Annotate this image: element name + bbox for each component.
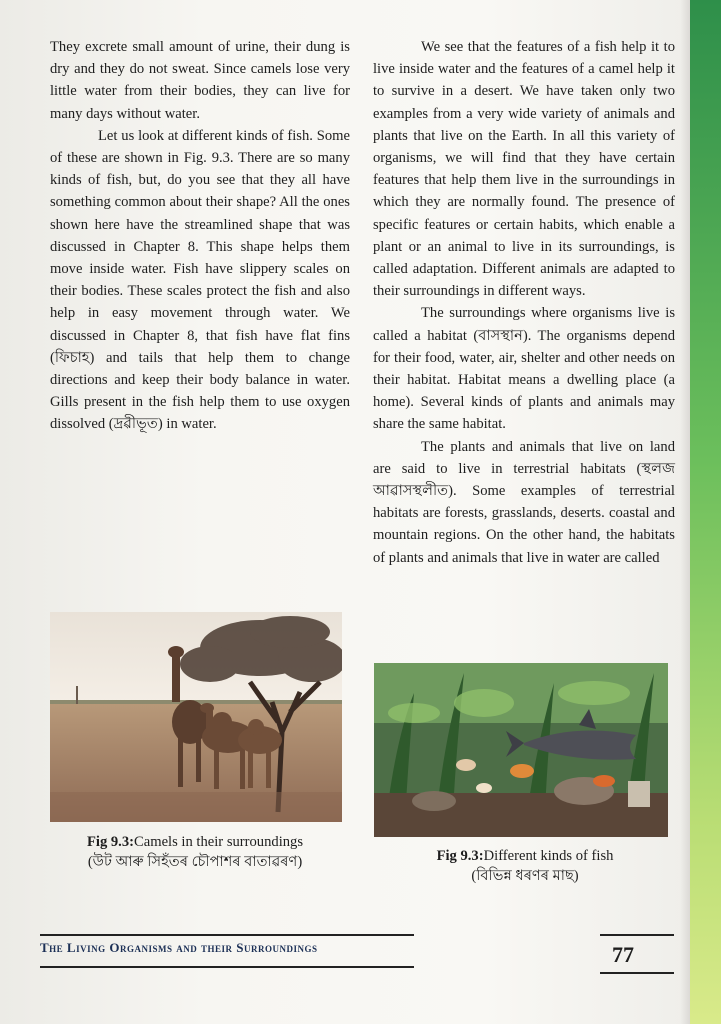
page-number-top-rule xyxy=(600,934,674,936)
camels-caption-text: Camels in their surroundings xyxy=(134,834,304,850)
page-number-bottom-rule xyxy=(600,972,674,974)
camels-figure-caption xyxy=(40,832,350,872)
fish-photo xyxy=(374,663,668,837)
fish-figure-caption xyxy=(380,846,670,886)
camels-figure-label: Fig 9.3: xyxy=(86,834,134,850)
right-text-column xyxy=(373,36,675,569)
camels-photo xyxy=(50,612,342,822)
footer-chapter-title: The Living Organisms and their Surroundings xyxy=(40,940,318,955)
right-paragraph-2: The surroundings where organisms live is called a habitat (বাসস্থান). The organisms depend for their food, water, air, shelter and other needs on their habitat. Habitat means a dwelling place (a home). Several kinds of plants and animals may share the same habitat. xyxy=(373,305,675,433)
right-paragraph-1: We see that the features of a fish help it to live inside water and the features of a camel help it to survive in a desert. We have taken only two examples from a very wide variety of animals and plants that live on the Earth. In all this variety of organisms, we will find that they have certain features that help them live in the surroundings in which they are normally found. The presence of specific features or certain habits, which enable a plant or an animal to live in its surroundings, is called adaptation. Different animals are adapted to their surroundings in different ways. xyxy=(373,39,675,300)
right-paragraph-3: The plants and animals that live on land are said to live in terrestrial habitats (স্থলজ আৱাসস্থলীত). Some examples of terrestrial habitats are forests, grasslands, deserts. coastal and mountain regions. On the other hand, the habitats of plants and animals that live in water are called xyxy=(373,438,675,566)
left-paragraph-2: Let us look at different kinds of fish. Some of these are shown in Fig. 9.3. There are so many kinds of fish, but, do you see that they all have something common about their shape? All the ones shown here have the streamlined shape that was discussed in Chapter 8. This shape helps them move inside water. Fish have slippery scales on their bodies. These scales protect the fish and also help in easy movement through water. We discussed in Chapter 8, that fish have flat fins (ফিচাহ) and tails that help them to change directions and keep their body balance in water. Gills present in the fish help them to use oxygen dissolved (দ্ৰৱীভূত) in water. xyxy=(50,127,350,433)
left-text-column xyxy=(50,36,350,436)
footer-bottom-rule xyxy=(40,966,414,968)
fish-caption-text: Different kinds of fish xyxy=(483,848,614,864)
green-background-edge xyxy=(690,0,721,1024)
footer-top-rule xyxy=(40,934,414,936)
camels-caption-local: (উট আৰু সিহঁতৰ চৌপাশৰ বাতাৱৰণ) xyxy=(87,854,303,870)
left-paragraph-1: They excrete small amount of urine, their dung is dry and they do not sweat. Since camels lose very little water from their bodies, they can live for many days without water. xyxy=(50,39,350,122)
fish-figure-label: Fig 9.3: xyxy=(436,848,484,864)
page-number: 77 xyxy=(612,942,634,967)
fish-caption-local: (বিভিন্ন ধৰণৰ মাছ) xyxy=(471,868,579,884)
